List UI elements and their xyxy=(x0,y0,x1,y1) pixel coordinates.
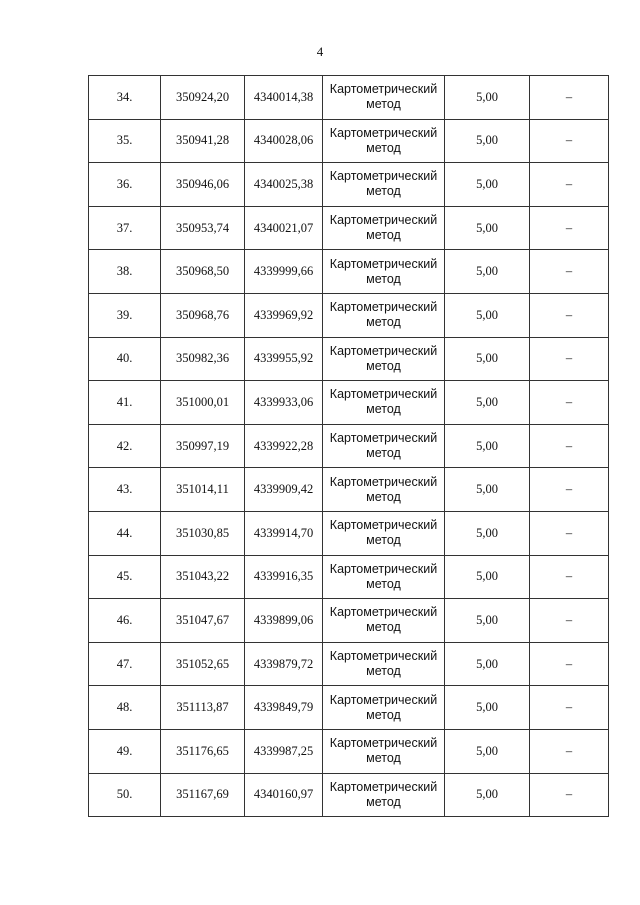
x-coordinate-cell: 351014,11 xyxy=(161,468,245,512)
accuracy-cell: 5,00 xyxy=(445,729,530,773)
note-cell: – xyxy=(530,381,609,425)
method-cell xyxy=(323,76,445,120)
point-number-cell: 37. xyxy=(89,206,161,250)
accuracy-cell: 5,00 xyxy=(445,511,530,555)
table-row xyxy=(89,642,609,686)
accuracy-cell: 5,00 xyxy=(445,773,530,817)
table-row xyxy=(89,250,609,294)
method-cell xyxy=(323,337,445,381)
method-line-1: Картометрический xyxy=(329,387,438,402)
method-line-1: Картометрический xyxy=(329,169,438,184)
accuracy-cell: 5,00 xyxy=(445,468,530,512)
accuracy-cell: 5,00 xyxy=(445,119,530,163)
method-line-1: Картометрический xyxy=(329,561,438,576)
method-line-1: Картометрический xyxy=(329,779,438,794)
note-cell: – xyxy=(530,555,609,599)
point-number-cell: 50. xyxy=(89,773,161,817)
method-line-2: метод xyxy=(366,358,401,373)
method-line-2: метод xyxy=(366,97,401,112)
method-cell xyxy=(323,729,445,773)
y-coordinate-cell: 4340021,07 xyxy=(245,206,323,250)
x-coordinate-cell: 350982,36 xyxy=(161,337,245,381)
table-row xyxy=(89,119,609,163)
accuracy-cell: 5,00 xyxy=(445,424,530,468)
point-number-cell: 47. xyxy=(89,642,161,686)
method-line-2: метод xyxy=(366,664,401,679)
note-cell: – xyxy=(530,468,609,512)
note-cell: – xyxy=(530,337,609,381)
method-cell xyxy=(323,686,445,730)
point-number-cell: 35. xyxy=(89,119,161,163)
table-row xyxy=(89,206,609,250)
note-cell: – xyxy=(530,163,609,207)
note-cell: – xyxy=(530,293,609,337)
method-cell xyxy=(323,206,445,250)
accuracy-cell: 5,00 xyxy=(445,206,530,250)
method-line-2: метод xyxy=(366,446,401,461)
x-coordinate-cell: 350968,50 xyxy=(161,250,245,294)
method-cell xyxy=(323,555,445,599)
method-line-2: метод xyxy=(366,751,401,766)
coordinates-table xyxy=(88,75,609,817)
point-number-cell: 41. xyxy=(89,381,161,425)
page-number: 4 xyxy=(316,44,324,59)
method-cell xyxy=(323,381,445,425)
note-cell: – xyxy=(530,206,609,250)
y-coordinate-cell: 4339933,06 xyxy=(245,381,323,425)
method-line-2: метод xyxy=(366,620,401,635)
point-number-cell: 36. xyxy=(89,163,161,207)
table-row xyxy=(89,163,609,207)
note-cell: – xyxy=(530,686,609,730)
accuracy-cell: 5,00 xyxy=(445,686,530,730)
method-line-2: метод xyxy=(366,533,401,548)
method-line-1: Картометрический xyxy=(329,431,438,446)
x-coordinate-cell: 351000,01 xyxy=(161,381,245,425)
table-row xyxy=(89,381,609,425)
method-cell xyxy=(323,293,445,337)
x-coordinate-cell: 351047,67 xyxy=(161,599,245,643)
y-coordinate-cell: 4339849,79 xyxy=(245,686,323,730)
accuracy-cell: 5,00 xyxy=(445,76,530,120)
method-line-1: Картометрический xyxy=(329,605,438,620)
method-line-2: метод xyxy=(366,315,401,330)
method-line-1: Картометрический xyxy=(329,125,438,140)
accuracy-cell: 5,00 xyxy=(445,293,530,337)
y-coordinate-cell: 4339909,42 xyxy=(245,468,323,512)
x-coordinate-cell: 351043,22 xyxy=(161,555,245,599)
point-number-cell: 40. xyxy=(89,337,161,381)
method-cell xyxy=(323,119,445,163)
coordinates-table-body xyxy=(89,76,609,817)
y-coordinate-cell: 4340025,38 xyxy=(245,163,323,207)
accuracy-cell: 5,00 xyxy=(445,250,530,294)
y-coordinate-cell: 4339922,28 xyxy=(245,424,323,468)
method-line-1: Картометрический xyxy=(329,300,438,315)
accuracy-cell: 5,00 xyxy=(445,163,530,207)
x-coordinate-cell: 351052,65 xyxy=(161,642,245,686)
method-line-2: метод xyxy=(366,489,401,504)
table-row xyxy=(89,599,609,643)
note-cell: – xyxy=(530,511,609,555)
point-number-cell: 44. xyxy=(89,511,161,555)
method-cell xyxy=(323,163,445,207)
note-cell: – xyxy=(530,642,609,686)
point-number-cell: 45. xyxy=(89,555,161,599)
table-row xyxy=(89,424,609,468)
y-coordinate-cell: 4340014,38 xyxy=(245,76,323,120)
x-coordinate-cell: 350924,20 xyxy=(161,76,245,120)
accuracy-cell: 5,00 xyxy=(445,599,530,643)
table-row xyxy=(89,555,609,599)
x-coordinate-cell: 350968,76 xyxy=(161,293,245,337)
note-cell: – xyxy=(530,424,609,468)
method-cell xyxy=(323,250,445,294)
method-cell xyxy=(323,424,445,468)
y-coordinate-cell: 4339879,72 xyxy=(245,642,323,686)
table-row xyxy=(89,511,609,555)
accuracy-cell: 5,00 xyxy=(445,642,530,686)
y-coordinate-cell: 4339987,25 xyxy=(245,729,323,773)
method-line-2: метод xyxy=(366,576,401,591)
method-line-1: Картометрический xyxy=(329,343,438,358)
method-cell xyxy=(323,599,445,643)
accuracy-cell: 5,00 xyxy=(445,381,530,425)
note-cell: – xyxy=(530,729,609,773)
method-line-2: метод xyxy=(366,707,401,722)
table-row xyxy=(89,773,609,817)
method-line-1: Картометрический xyxy=(329,518,438,533)
method-line-1: Картометрический xyxy=(329,213,438,228)
method-cell xyxy=(323,511,445,555)
point-number-cell: 49. xyxy=(89,729,161,773)
method-line-2: метод xyxy=(366,228,401,243)
x-coordinate-cell: 351113,87 xyxy=(161,686,245,730)
table-row xyxy=(89,293,609,337)
method-line-2: метод xyxy=(366,140,401,155)
x-coordinate-cell: 350946,06 xyxy=(161,163,245,207)
x-coordinate-cell: 351030,85 xyxy=(161,511,245,555)
method-cell xyxy=(323,468,445,512)
note-cell: – xyxy=(530,250,609,294)
point-number-cell: 38. xyxy=(89,250,161,294)
table-row xyxy=(89,686,609,730)
x-coordinate-cell: 351176,65 xyxy=(161,729,245,773)
y-coordinate-cell: 4339899,06 xyxy=(245,599,323,643)
table-row xyxy=(89,468,609,512)
note-cell: – xyxy=(530,773,609,817)
point-number-cell: 39. xyxy=(89,293,161,337)
method-line-2: метод xyxy=(366,794,401,809)
point-number-cell: 42. xyxy=(89,424,161,468)
method-line-2: метод xyxy=(366,184,401,199)
point-number-cell: 46. xyxy=(89,599,161,643)
note-cell: – xyxy=(530,119,609,163)
x-coordinate-cell: 351167,69 xyxy=(161,773,245,817)
method-line-2: метод xyxy=(366,271,401,286)
method-line-1: Картометрический xyxy=(329,256,438,271)
y-coordinate-cell: 4339999,66 xyxy=(245,250,323,294)
method-line-1: Картометрический xyxy=(329,736,438,751)
method-cell xyxy=(323,773,445,817)
x-coordinate-cell: 350941,28 xyxy=(161,119,245,163)
method-line-1: Картометрический xyxy=(329,474,438,489)
y-coordinate-cell: 4340160,97 xyxy=(245,773,323,817)
table-row xyxy=(89,76,609,120)
method-line-1: Картометрический xyxy=(329,82,438,97)
x-coordinate-cell: 350953,74 xyxy=(161,206,245,250)
method-line-1: Картометрический xyxy=(329,649,438,664)
table-row xyxy=(89,729,609,773)
point-number-cell: 48. xyxy=(89,686,161,730)
y-coordinate-cell: 4339916,35 xyxy=(245,555,323,599)
method-cell xyxy=(323,642,445,686)
note-cell: – xyxy=(530,76,609,120)
accuracy-cell: 5,00 xyxy=(445,337,530,381)
method-line-1: Картометрический xyxy=(329,692,438,707)
y-coordinate-cell: 4339969,92 xyxy=(245,293,323,337)
method-line-2: метод xyxy=(366,402,401,417)
y-coordinate-cell: 4339914,70 xyxy=(245,511,323,555)
table-row xyxy=(89,337,609,381)
accuracy-cell: 5,00 xyxy=(445,555,530,599)
point-number-cell: 34. xyxy=(89,76,161,120)
y-coordinate-cell: 4339955,92 xyxy=(245,337,323,381)
x-coordinate-cell: 350997,19 xyxy=(161,424,245,468)
y-coordinate-cell: 4340028,06 xyxy=(245,119,323,163)
note-cell: – xyxy=(530,599,609,643)
point-number-cell: 43. xyxy=(89,468,161,512)
